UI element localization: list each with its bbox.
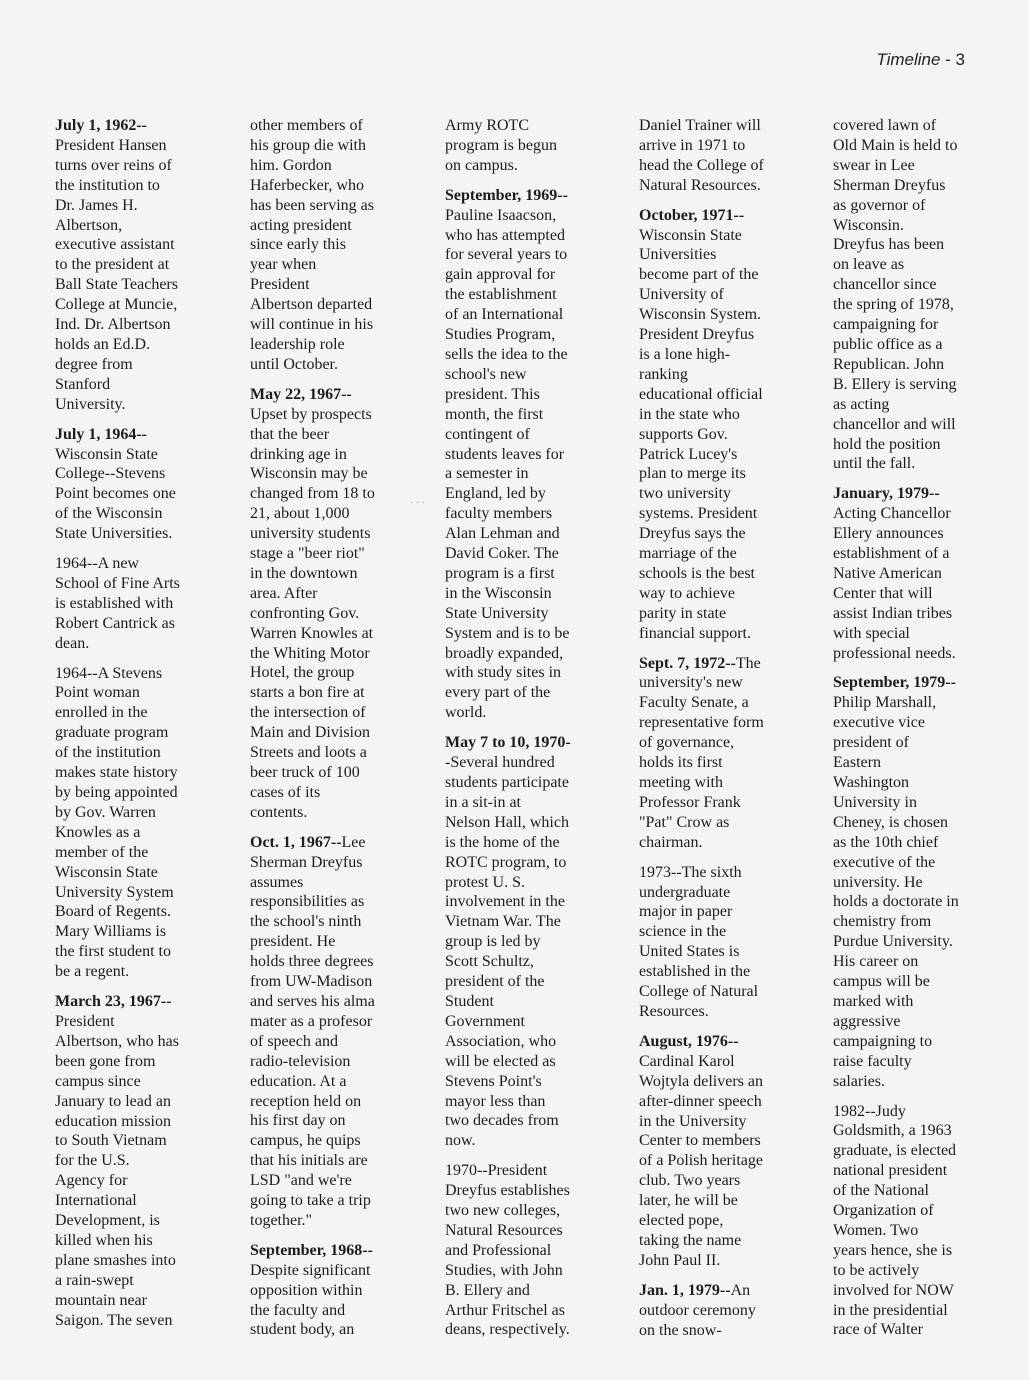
entry-date: July 1, 1962-- [55, 117, 147, 134]
entry-date: August, 1976-- [639, 1032, 739, 1050]
timeline-entry [55, 554, 231, 654]
entry-date: May 7 to 10, 1970- [445, 734, 571, 752]
timeline-entry [445, 1161, 621, 1340]
page-header [876, 50, 965, 70]
timeline-column-2 [250, 116, 426, 1350]
timeline-entry [250, 116, 426, 375]
timeline-entry [445, 186, 621, 723]
entry-text: Wisconsin State College--Stevens Point becomes one of the Wisconsin State Universities. [55, 445, 176, 543]
timeline-entry [833, 1102, 1009, 1341]
entry-text: other members of his group die with him. Gordon Haferbecker, who has been serving as acting president since early this year when President Albertson departed will continue in his leadership role until October. [250, 117, 374, 373]
entry-text: Despite significant opposition within the faculty and student body, an [250, 1261, 371, 1339]
entry-text: 1982--Judy Goldsmith, a 1963 graduate, is elected national president of the National Organization of Women. Two years hence, she is to be actively involved for NOW in the presidential race of Walter [833, 1102, 957, 1339]
entry-text: Upset by prospects that the beer drinking age in Wisconsin may be changed from 18 to 21, about 1,000 university students stage a "beer riot" in the downtown area. After confronting Gov. Warren Knowles at the Whiting Motor Hotel, the group starts a bon fire at the intersection of Main and Division Streets and loots a beer truck of 100 cases of its contents. [250, 405, 375, 821]
entry-text: Acting Chancellor Ellery announces establishment of a Native American Center that will assist Indian tribes with special professional needs. [833, 505, 956, 662]
timeline-entry [55, 992, 231, 1330]
timeline-entry [639, 654, 815, 853]
timeline-entry [55, 664, 231, 983]
header-separator: - [940, 50, 956, 69]
timeline-entry [639, 116, 815, 196]
entry-date: July 1, 1964-- [55, 425, 147, 443]
timeline-entry [639, 206, 815, 644]
entry-text: Army ROTC program is begun on campus. [445, 117, 557, 174]
timeline-column-5 [833, 116, 1009, 1350]
entry-text: The university's new Faculty Senate, a representative form of governance, holds its first meeting with Professor Frank "Pat" Crow as chairman. [639, 654, 764, 851]
entry-text: Lee Sherman Dreyfus assumes responsibilities as the school's ninth president. He holds three degrees from UW-Madison and serves his alma mater as a profesor of speech and radio-television education. At a reception held on his first day on campus, he quips that his initials are LSD "and we're going to take a trip together." [250, 833, 375, 1229]
entry-date: January, 1979-- [833, 485, 940, 503]
entry-text: -Several hundred students participate in a sit-in at Nelson Hall, which is the home of the ROTC program, to protest U. S. involvement in the Vietnam War. The group is led by Scott Schultz, president of the Student Government Association, who will be elected as Stevens Point's mayor less than two decades from now. [445, 754, 569, 1150]
entry-date: October, 1971-- [639, 206, 745, 224]
entry-text: 1973--The sixth undergraduate major in paper science in the United States is established in the College of Natural Resources. [639, 863, 759, 1020]
header-title: Timeline [876, 50, 941, 69]
timeline-entry [833, 116, 1009, 474]
entry-date: March 23, 1967-- [55, 993, 172, 1011]
timeline-entry [250, 385, 426, 823]
timeline-entry [639, 1281, 815, 1341]
entry-text: 1970--President Dreyfus establishes two new colleges, Natural Resources and Professional Studies, with John B. Ellery and Arthur Fritschel as deans, respectively. [445, 1162, 570, 1339]
timeline-entry [833, 484, 1009, 663]
timeline-entry [639, 1032, 815, 1271]
entry-date: September, 1969-- [445, 186, 568, 204]
entry-text: 1964--A Stevens Point woman enrolled in the graduate program of the institution makes state history by being appointed by Gov. Warren Knowles as a member of the Wisconsin State University System Board of Regents. Mary Williams is the first student to be a regent. [55, 664, 178, 981]
entry-text: President Albertson, who has been gone from campus since January to lead an education mission to South Vietnam for the U.S. Agency for International Development, is killed when his plane smashes into a rain-swept mountain near Saigon. The seven [55, 1012, 179, 1329]
timeline-entry [55, 116, 231, 415]
timeline-entry [833, 673, 1009, 1091]
entry-text: President Hansen turns over reins of the institution to Dr. James H. Albertson, executive assistant to the president at Ball State Teachers College at Muncie, Ind. Dr. Albertson holds an Ed.D. degree from Stanford University. [55, 136, 178, 413]
entry-text: Cardinal Karol Wojtyla delivers an after-dinner speech in the University Center to members of a Polish heritage club. Two years later, he will be elected pope, taking the name John Paul II. [639, 1052, 764, 1269]
entry-date: Jan. 1, 1979-- [639, 1281, 731, 1299]
timeline-entry [445, 733, 621, 1151]
entry-date: May 22, 1967-- [250, 385, 352, 403]
timeline-entry [250, 833, 426, 1231]
entry-date: Sept. 7, 1972-- [639, 654, 736, 672]
timeline-entry [639, 863, 815, 1022]
entry-date: September, 1979-- [833, 674, 956, 692]
entry-text: Wisconsin State Universities become part of the University of Wisconsin System. President Dreyfus is a lone high- ranking educational official in the state who supports Gov. Patrick Lucey's plan to merge its two university systems. President Dreyfus says the marriage of the schools is the best way to achieve parity in state financial support. [639, 226, 763, 642]
scan-speck: · · · [410, 498, 425, 509]
entry-text: Daniel Trainer will arrive in 1971 to head the College of Natural Resources. [639, 117, 764, 194]
entry-text: An outdoor ceremony on the snow- [639, 1281, 756, 1339]
entry-text: Philip Marshall, executive vice president of Eastern Washington University in Cheney, is chosen as the 10th chief executive of the university. He holds a doctorate in chemistry from Purdue University. His career on campus will be marked with aggressive campaigning to raise faculty salaries. [833, 694, 959, 1090]
entry-date: Oct. 1, 1967-- [250, 833, 342, 851]
timeline-entry [250, 1241, 426, 1341]
entry-text: covered lawn of Old Main is held to swear in Lee Sherman Dreyfus as governor of Wisconsin. Dreyfus has been on leave as chancellor since the spring of 1978, campaigning for public office as a Republican. John B. Ellery is serving as acting chancellor and will hold the position until the fall. [833, 117, 958, 473]
timeline-column-4 [639, 116, 815, 1350]
page-number: 3 [955, 50, 965, 69]
timeline-column-1 [55, 116, 231, 1340]
entry-date: September, 1968-- [250, 1241, 373, 1259]
entry-text: Pauline Isaacson, who has attempted for several years to gain approval for the establishment of an International Studies Program, sells the idea to the school's new president. This month, the first contingent of students leaves for a semester in England, led by faculty members Alan Lehman and David Coker. The program is a first in the Wisconsin State University System and is to be broadly expanded, with study sites in every part of the world. [445, 206, 570, 722]
timeline-column-3 [445, 116, 621, 1350]
timeline-entry [55, 425, 231, 544]
timeline-entry [445, 116, 621, 176]
entry-text: 1964--A new School of Fine Arts is established with Robert Cantrick as dean. [55, 555, 180, 652]
